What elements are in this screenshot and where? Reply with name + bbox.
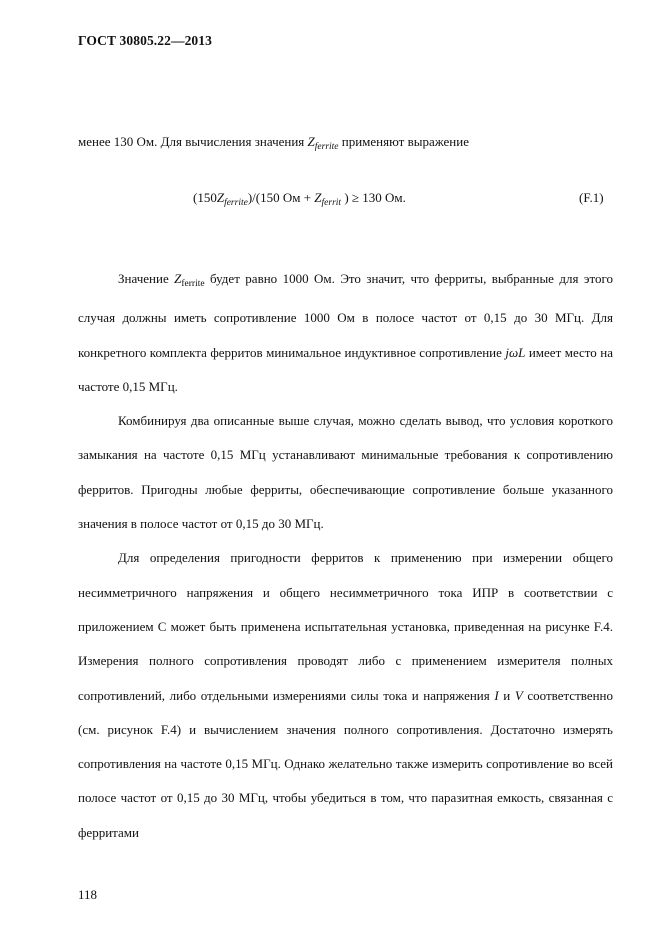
formula-f1: [193, 190, 406, 208]
paragraph-1-jwl: jωL: [505, 344, 526, 360]
paragraph-3-text-b: соответственно (см. рисунок F.4) и вычислением значения полного сопротивления. Достаточно измерять сопротивления на частоте 0,15 МГц. Однако желательно также измерить сопротивление во всей полосе частот от 0,15 до 30 МГц, чтобы убедиться в том, что паразитная емкость, связанная с ферритами: [78, 687, 613, 840]
formula-z1: Z: [216, 190, 225, 205]
paragraph-3-text-a: Для определения пригодности ферритов к применению при измерении общего несимметричного напряжения и общего несимметричного тока ИПР в соответствии с приложением С может быть применена испытательная установка, приведенная на рисунке F.4. Измерения полного сопротивления проводят либо с применением измерителя полных сопротивлений, либо отдельными измерениями силы тока и напряжения: [78, 550, 613, 703]
paragraph-1-z: Z: [174, 271, 182, 286]
paragraph-1-text-a: Значение: [118, 271, 175, 286]
intro-line: [78, 134, 618, 152]
paragraph-1-text-b: будет равно 1000 Ом. Это значит, что ферриты, выбранные для этого случая должны иметь сопротивление 1000 Ом в полосе частот от 0,15 до 30 МГц. Для конкретного комплекта ферритов минимальное индуктивное сопротивление: [78, 271, 613, 360]
paragraph-3-i: I: [494, 687, 499, 703]
formula-part2: )/(150 Ом +: [247, 190, 315, 205]
paragraph-3-v: V: [514, 687, 523, 703]
formula-z2-sub: ferrit: [321, 198, 342, 208]
formula-z2: Z: [314, 190, 322, 205]
formula-part1: (150: [193, 190, 217, 205]
paragraph-2: Комбинируя два описанные выше случая, можно сделать вывод, что условия короткого замыкания на частоте 0,15 МГц устанавливают минимальные требования к сопротивлению ферритов. Пригодны любые ферриты, обеспечивающие сопротивление больше указанного значения в полосе частот от 0,15 до 30 МГц.: [78, 413, 613, 532]
formula-part3: ) ≥ 130 Ом.: [341, 190, 406, 205]
paragraph-1: [78, 262, 613, 404]
document-header: ГОСТ 30805.22—2013: [78, 33, 212, 48]
intro-variable-sub: ferrite: [314, 142, 339, 152]
paragraph-3-and: и: [498, 687, 515, 703]
formula-z1-sub: ferrite: [224, 198, 248, 208]
paragraph-3: [78, 541, 613, 850]
body-text: [78, 262, 613, 850]
intro-text-before: менее 130 Ом. Для вычисления значения: [78, 134, 308, 149]
page-number: 118: [78, 887, 98, 902]
intro-text-after: применяют выражение: [338, 134, 469, 149]
equation-number: (F.1): [579, 190, 604, 205]
paragraph-1-z-sub: ferrite: [181, 279, 205, 289]
intro-variable: Z: [307, 134, 315, 149]
paragraph-1-text-c: имеет место на частоте 0,15 МГц.: [78, 344, 613, 394]
